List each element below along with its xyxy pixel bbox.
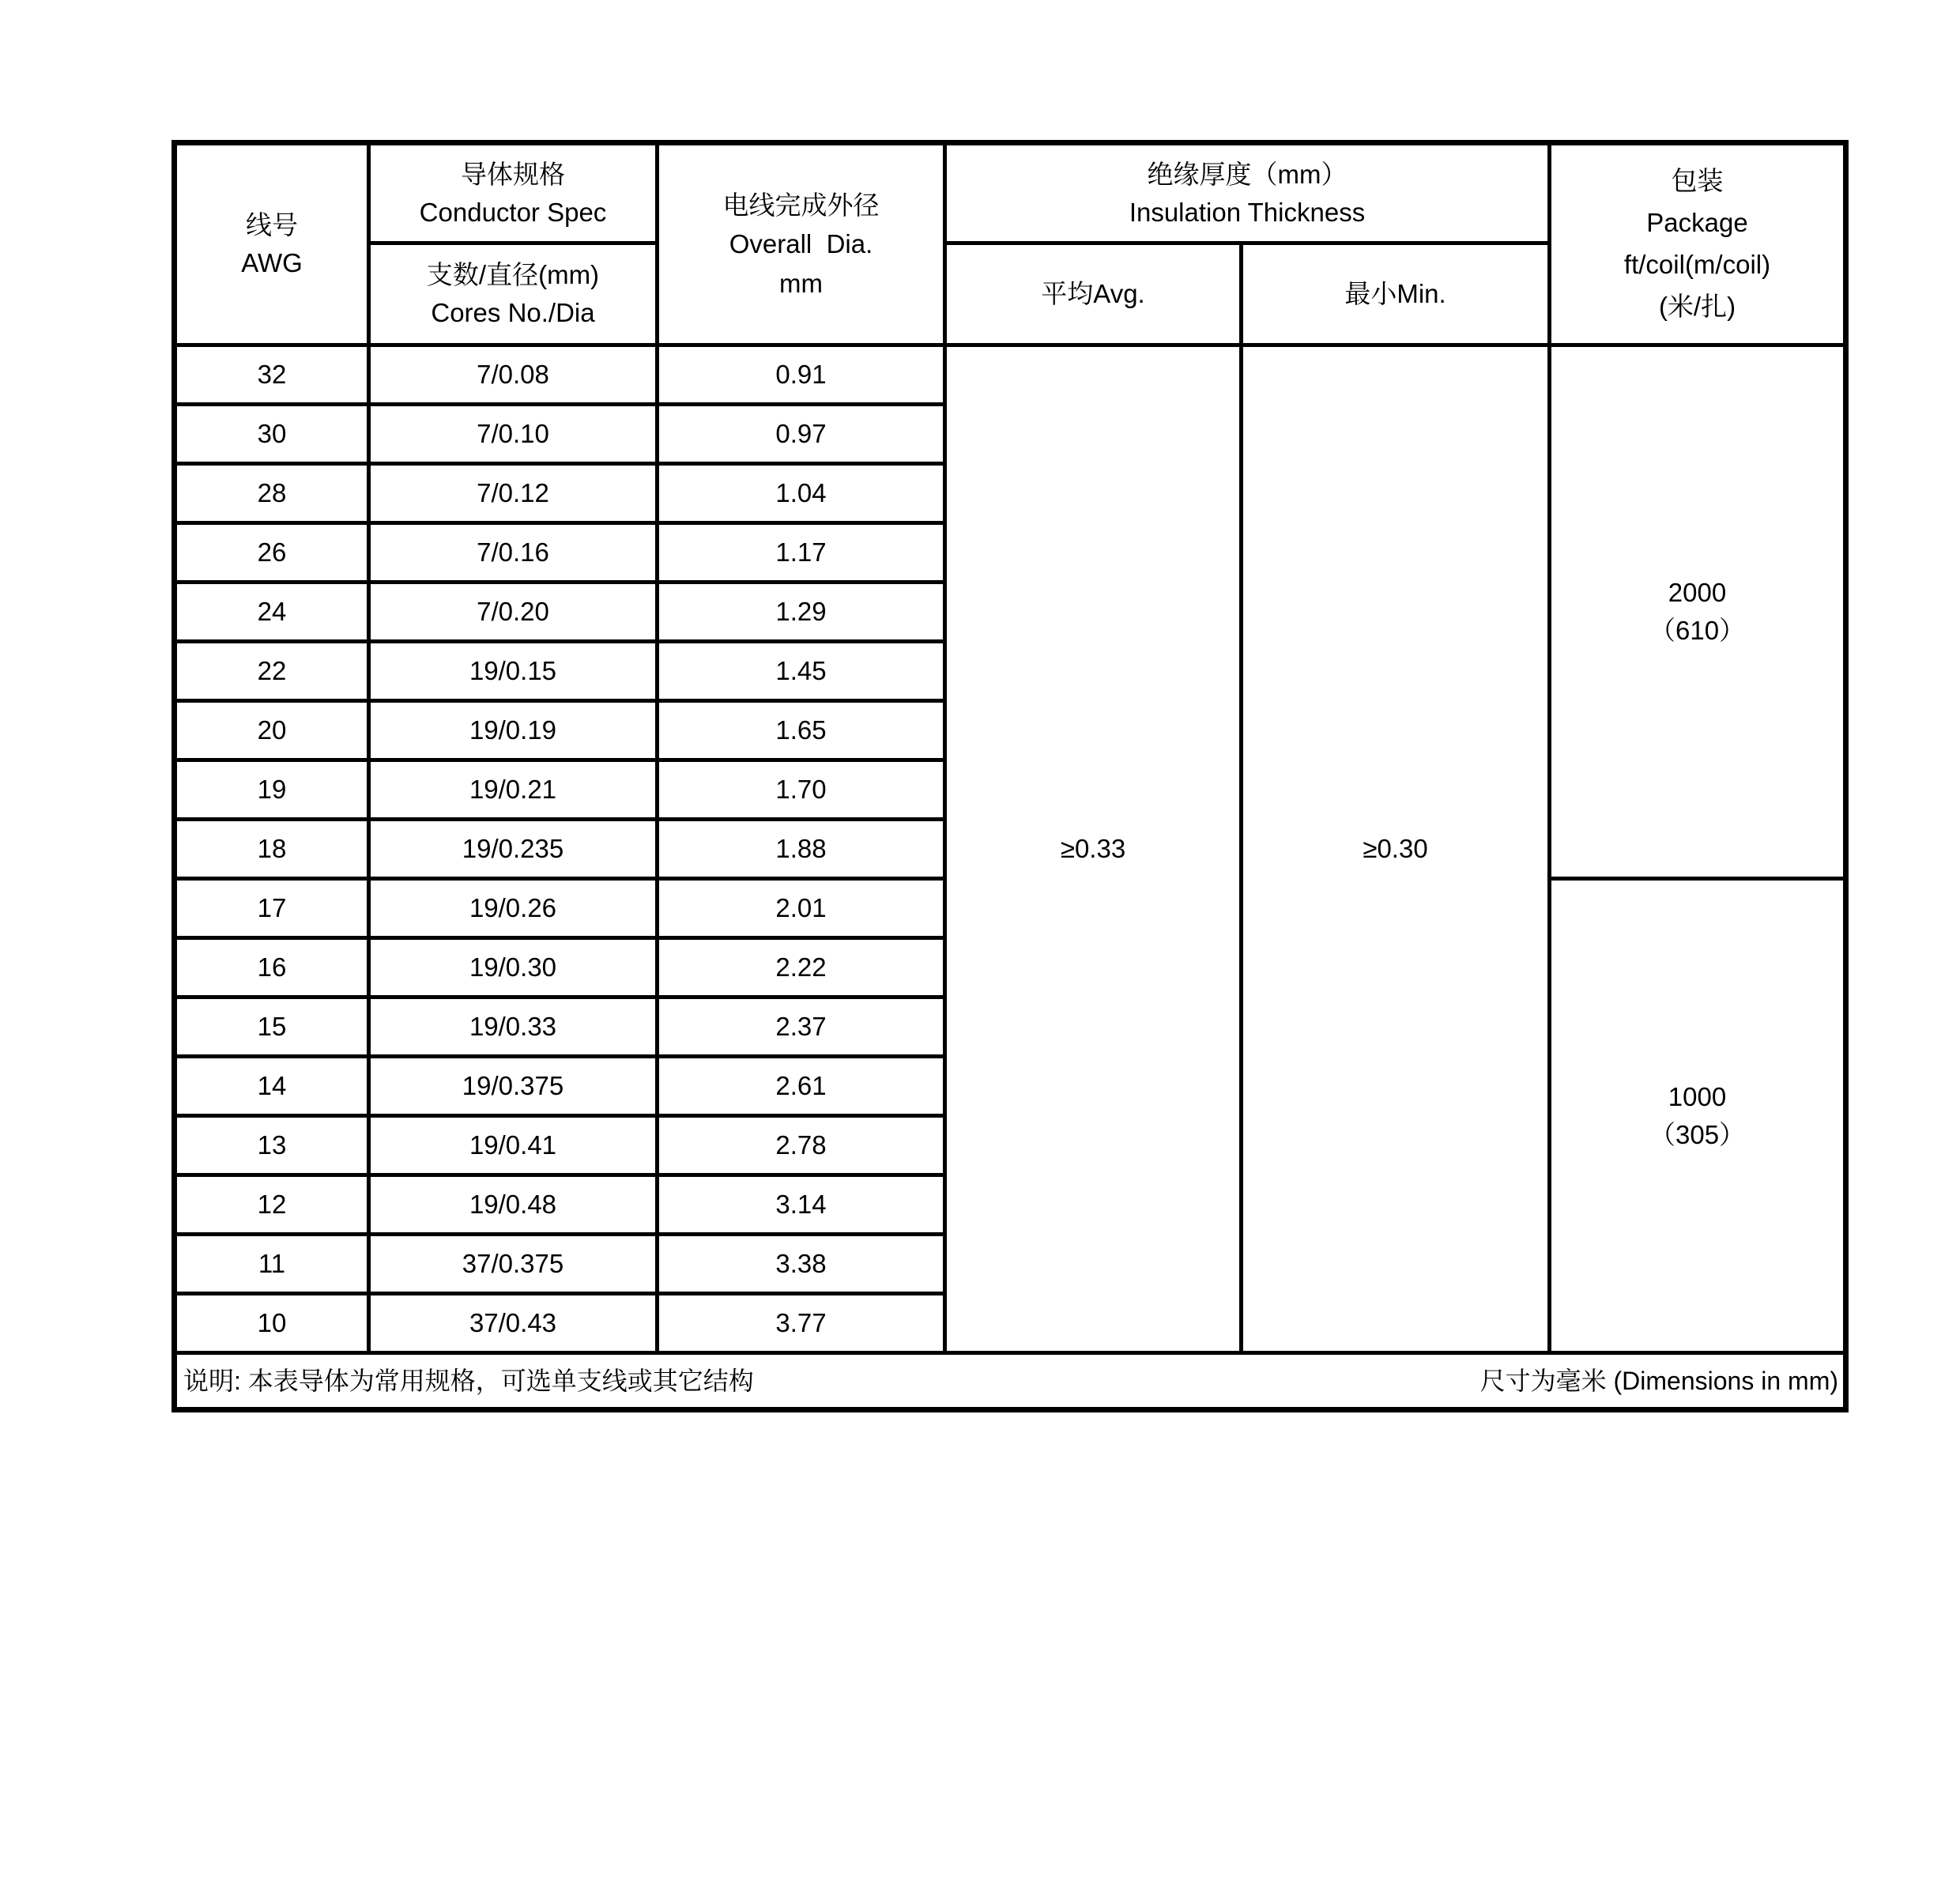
header-cores: [369, 243, 658, 345]
insulation-avg-value: ≥0.33: [945, 345, 1242, 1353]
insulation-min-value: ≥0.30: [1242, 345, 1550, 1353]
package-value: [1550, 879, 1846, 1353]
header-insulation-en: Insulation Thickness: [1129, 197, 1366, 227]
header-avg: 平均Avg.: [945, 243, 1242, 345]
dia-cell: 0.91: [658, 345, 945, 405]
dia-cell: 2.37: [658, 998, 945, 1057]
dia-cell: 1.29: [658, 583, 945, 642]
dia-cell: 1.45: [658, 642, 945, 701]
cores-cell: 19/0.235: [369, 820, 658, 879]
header-awg-en: AWG: [241, 248, 303, 277]
dia-cell: 1.70: [658, 760, 945, 820]
footer-note-cell: [175, 1353, 1846, 1410]
awg-cell: 26: [175, 523, 369, 583]
package-qty: 1000: [1668, 1081, 1727, 1111]
dia-cell: 1.65: [658, 701, 945, 760]
awg-cell: 11: [175, 1235, 369, 1294]
header-conductor-zh: 导体规格: [461, 159, 565, 189]
header-cores-en: Cores No./Dia: [431, 298, 595, 327]
cores-cell: 37/0.43: [369, 1294, 658, 1353]
awg-cell: 20: [175, 701, 369, 760]
awg-cell: 18: [175, 820, 369, 879]
cores-cell: 19/0.41: [369, 1116, 658, 1175]
header-awg: [175, 143, 369, 345]
dia-cell: 1.04: [658, 464, 945, 523]
table-footer: [175, 1353, 1846, 1410]
cores-cell: 7/0.20: [369, 583, 658, 642]
cores-cell: 7/0.12: [369, 464, 658, 523]
header-insulation-zh: 绝缘厚度（mm）: [1147, 159, 1348, 189]
header-dia-zh: 电线完成外径: [722, 190, 880, 220]
table-body: [175, 345, 1846, 1353]
awg-cell: 22: [175, 642, 369, 701]
dia-cell: 2.01: [658, 879, 945, 938]
dia-cell: 1.88: [658, 820, 945, 879]
cores-cell: 19/0.21: [369, 760, 658, 820]
awg-cell: 28: [175, 464, 369, 523]
footer-dimensions: 尺寸为毫米 (Dimensions in mm): [1479, 1366, 1839, 1395]
header-conductor-spec: [369, 143, 658, 243]
cores-cell: 7/0.16: [369, 523, 658, 583]
package-qty: 2000: [1668, 578, 1727, 608]
cores-cell: 19/0.15: [369, 642, 658, 701]
cores-cell: 19/0.26: [369, 879, 658, 938]
dia-cell: 3.77: [658, 1294, 945, 1353]
awg-cell: 16: [175, 938, 369, 998]
awg-cell: 13: [175, 1116, 369, 1175]
awg-cell: 12: [175, 1175, 369, 1235]
awg-cell: 32: [175, 345, 369, 405]
header-package-unit2: (米/扎): [1658, 291, 1736, 321]
dia-cell: 2.78: [658, 1116, 945, 1175]
header-package-unit: ft/coil(m/coil): [1623, 250, 1771, 279]
dia-cell: 2.22: [658, 938, 945, 998]
header-dia-unit: mm: [779, 268, 823, 298]
dia-cell: 2.61: [658, 1057, 945, 1116]
package-qty-alt: （305）: [1649, 1119, 1746, 1149]
cores-cell: 19/0.19: [369, 701, 658, 760]
table-row: [175, 345, 1846, 405]
header-cores-zh: 支数/直径(mm): [426, 260, 600, 290]
awg-cell: 14: [175, 1057, 369, 1116]
dia-cell: 3.38: [658, 1235, 945, 1294]
table-header: [175, 143, 1846, 345]
cores-cell: 7/0.10: [369, 405, 658, 464]
header-package-zh: 包装: [1671, 166, 1724, 196]
dia-cell: 3.14: [658, 1175, 945, 1235]
dia-cell: 0.97: [658, 405, 945, 464]
cores-cell: 7/0.08: [369, 345, 658, 405]
cores-cell: 19/0.33: [369, 998, 658, 1057]
package-value: [1550, 345, 1846, 879]
header-package: [1550, 143, 1846, 345]
package-qty-alt: （610）: [1649, 616, 1746, 645]
header-package-en: Package: [1646, 208, 1748, 238]
header-overall-dia: [658, 143, 945, 345]
header-conductor-en: Conductor Spec: [419, 197, 607, 227]
awg-cell: 17: [175, 879, 369, 938]
wire-spec-table: [172, 140, 1849, 1412]
footer-note: 说明: 本表导体为常用规格，可选单支线或其它结构: [183, 1366, 754, 1395]
awg-cell: 24: [175, 583, 369, 642]
cores-cell: 19/0.30: [369, 938, 658, 998]
dia-cell: 1.17: [658, 523, 945, 583]
awg-cell: 10: [175, 1294, 369, 1353]
awg-cell: 19: [175, 760, 369, 820]
header-insulation-thickness: [945, 143, 1550, 243]
awg-cell: 15: [175, 998, 369, 1057]
cores-cell: 19/0.48: [369, 1175, 658, 1235]
header-min: 最小Min.: [1242, 243, 1550, 345]
cores-cell: 37/0.375: [369, 1235, 658, 1294]
header-dia-en: Overall Dia.: [729, 229, 873, 259]
header-awg-zh: 线号: [246, 210, 298, 240]
awg-cell: 30: [175, 405, 369, 464]
cores-cell: 19/0.375: [369, 1057, 658, 1116]
